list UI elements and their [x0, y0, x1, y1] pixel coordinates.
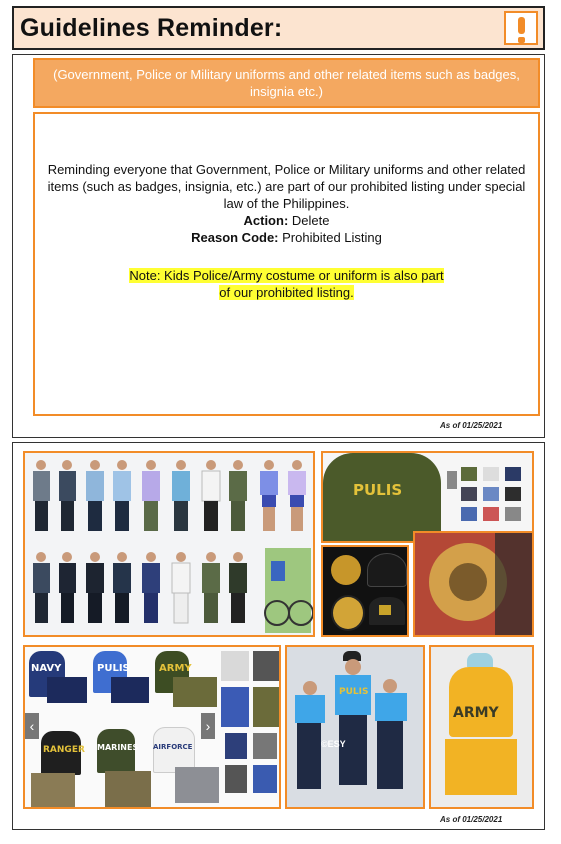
kids-tank-tops-image	[23, 645, 281, 809]
note-block	[35, 267, 538, 301]
action-value: Delete	[291, 213, 330, 228]
subtitle-text: (Government, Police or Military uniforms and other related items such as badges, insignia etc.)	[53, 67, 520, 99]
action-label: Action:	[243, 213, 289, 228]
action-line	[41, 212, 532, 229]
badges-image	[321, 545, 409, 637]
image-collage-panel	[12, 442, 545, 830]
as-of-date: As of 01/25/2021	[440, 421, 503, 430]
tank-army-label: ARMY	[159, 663, 192, 674]
exclamation-icon	[504, 11, 538, 45]
tank-marines-label: MARINES	[97, 743, 139, 752]
army-costume-label: ARMY	[453, 705, 499, 721]
guideline-subtitle	[33, 58, 540, 108]
embroidered-patch-image	[413, 531, 534, 637]
carousel-arrow	[447, 471, 457, 489]
as-of-date-bottom: As of 01/25/2021	[440, 815, 503, 824]
pulis-shirt-image	[321, 451, 534, 543]
guideline-panel	[12, 54, 545, 438]
carousel-prev-button[interactable]: ‹	[25, 713, 39, 739]
reason-line	[41, 229, 532, 246]
header-banner	[12, 6, 545, 50]
kids-pulis-label: PULIS	[339, 687, 369, 697]
uniform-lineup-image	[23, 451, 315, 637]
tank-airforce-label: AIRFORCE	[153, 743, 193, 751]
carousel-next-button[interactable]: ›	[201, 713, 215, 739]
pulis-shirt-label: PULIS	[353, 481, 403, 499]
tank-navy-label: NAVY	[31, 663, 62, 674]
kids-watermark: ©ESY	[321, 739, 346, 749]
tank-ranger-label: RANGER	[43, 745, 85, 755]
page-title: Guidelines Reminder:	[20, 14, 283, 42]
reason-label: Reason Code:	[191, 230, 279, 245]
tank-pulis-label: PULIS	[97, 663, 130, 674]
note-text: Note: Kids Police/Army costume or uniform is also part of our prohibited listing.	[129, 268, 444, 300]
kids-pulis-photo	[285, 645, 425, 809]
guideline-body	[33, 112, 540, 416]
uniform-lineup-illustration	[25, 453, 313, 635]
army-costume-image	[429, 645, 534, 809]
guideline-paragraph: Reminding everyone that Government, Police or Military uniforms and other related items (such as badges, insignia, etc.) are part of our prohibited listing under special law of the Philippines.	[47, 162, 526, 211]
reason-value: Prohibited Listing	[282, 230, 382, 245]
